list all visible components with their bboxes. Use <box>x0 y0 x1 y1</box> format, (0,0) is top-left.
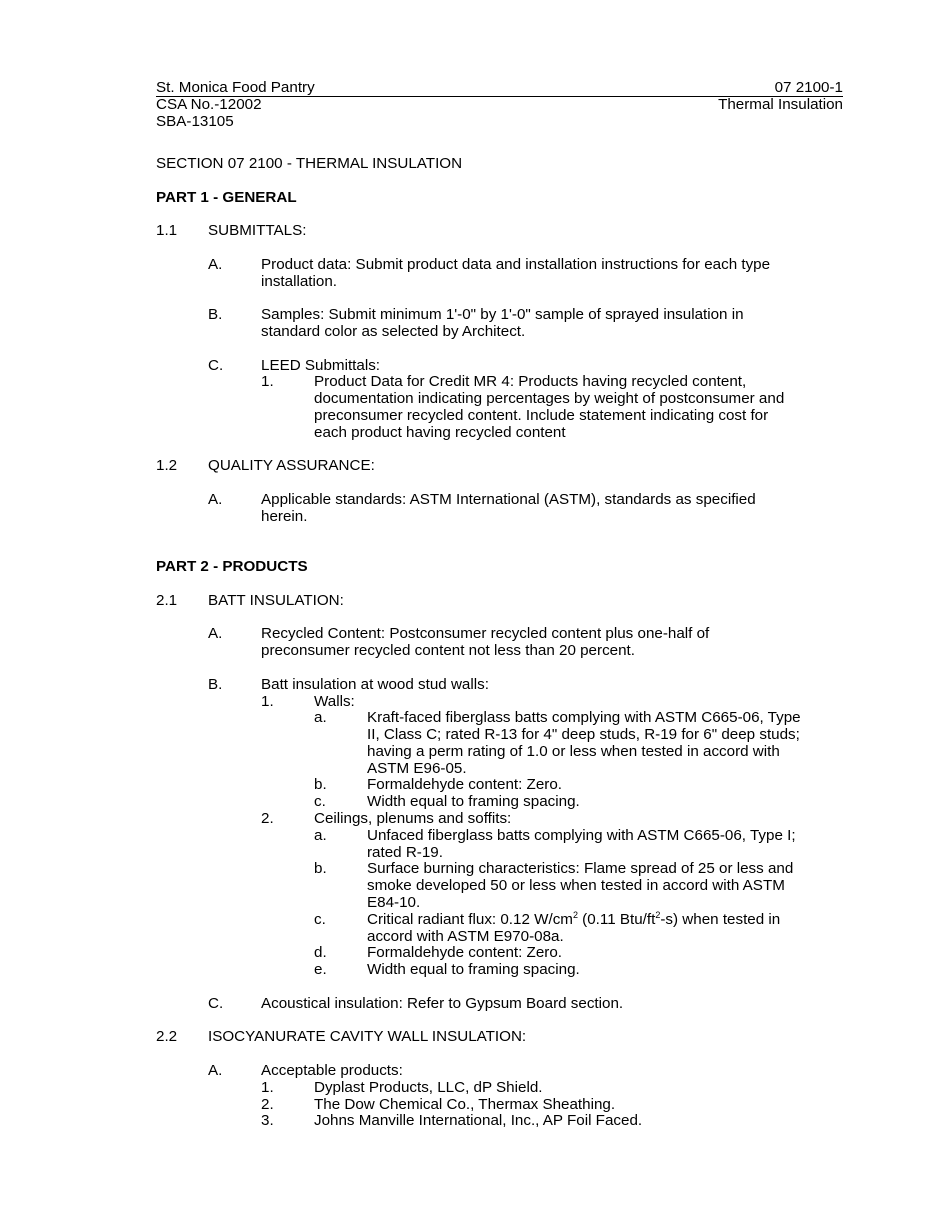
page-header <box>156 80 843 131</box>
item-continuation <box>156 845 846 862</box>
subparagraph-label: 1. <box>261 692 274 710</box>
item-text: ASTM E96-05. <box>367 759 467 777</box>
article-2-1 <box>156 593 846 610</box>
subparagraph-text: The Dow Chemical Co., Thermax Sheathing. <box>314 1095 616 1113</box>
header-row-3 <box>156 114 843 131</box>
paragraph-1-1-b <box>156 307 846 324</box>
item-2-1-b-1-c <box>156 794 846 811</box>
subparagraph-label: 2. <box>261 1095 274 1113</box>
paragraph-1-1-c <box>156 358 846 375</box>
paragraph-text: installation. <box>261 272 337 290</box>
flux-text-3: -s) when tested in <box>660 910 781 928</box>
item-text <box>367 909 781 929</box>
item-2-1-b-2-e <box>156 962 846 979</box>
project-name: St. Monica Food Pantry <box>156 79 315 96</box>
subparagraph-2-2-a-1 <box>156 1080 846 1097</box>
item-text: Kraft-faced fiberglass batts complying with ASTM C665-06, Type <box>367 709 801 727</box>
article-title: BATT INSULATION: <box>208 591 344 609</box>
item-continuation <box>156 761 846 778</box>
item-label: b. <box>314 776 327 794</box>
subparagraph-label: 3. <box>261 1112 274 1130</box>
paragraph-label: A. <box>208 1062 223 1080</box>
paragraph-continuation <box>156 274 846 291</box>
subparagraph-2-2-a-2 <box>156 1097 846 1114</box>
paragraph-continuation <box>156 324 846 341</box>
part-2-title: PART 2 - PRODUCTS <box>156 558 308 576</box>
subparagraph-continuation <box>156 425 846 442</box>
item-label: a. <box>314 709 327 727</box>
item-2-1-b-1-b <box>156 777 846 794</box>
page-number: 07 2100-1 <box>774 79 843 96</box>
item-2-1-b-2-c <box>156 909 846 929</box>
subparagraph-2-1-b-1 <box>156 694 846 711</box>
item-continuation <box>156 744 846 761</box>
item-text: Width equal to framing spacing. <box>367 793 580 811</box>
paragraph-1-2-a <box>156 492 846 509</box>
article-number: 1.1 <box>156 222 178 240</box>
header-row-2 <box>156 97 843 114</box>
article-title: SUBMITTALS: <box>208 222 307 240</box>
item-label: d. <box>314 944 327 962</box>
item-text: having a perm rating of 1.0 or less when tested in accord with <box>367 742 780 760</box>
paragraph-2-1-a <box>156 626 846 643</box>
section-title-text: SECTION 07 2100 - THERMAL INSULATION <box>156 155 463 172</box>
paragraph-label: A. <box>208 625 223 643</box>
item-2-1-b-2-d <box>156 945 846 962</box>
paragraph-text: preconsumer recycled content not less than 20 percent. <box>261 642 635 660</box>
part-2-heading <box>156 559 846 576</box>
paragraph-continuation <box>156 643 846 660</box>
item-label: c. <box>314 910 326 928</box>
subparagraph-label: 1. <box>261 1078 274 1096</box>
article-title: ISOCYANURATE CAVITY WALL INSULATION: <box>208 1028 527 1046</box>
item-label: a. <box>314 826 327 844</box>
paragraph-2-1-c <box>156 996 846 1013</box>
paragraph-text: Samples: Submit minimum 1'-0" by 1'-0" sample of sprayed insulation in <box>261 306 744 324</box>
item-text: rated R-19. <box>367 843 443 861</box>
flux-text-2: (0.11 Btu/ft <box>577 910 656 928</box>
sba-number: SBA-13105 <box>156 113 234 130</box>
subparagraph-label: 1. <box>261 373 274 391</box>
subparagraph-text: each product having recycled content <box>314 423 566 441</box>
subparagraph-text: Product Data for Credit MR 4: Products having recycled content, <box>314 373 747 391</box>
subparagraph-continuation <box>156 391 846 408</box>
article-title: QUALITY ASSURANCE: <box>208 457 375 475</box>
item-continuation <box>156 929 846 946</box>
item-text: Width equal to framing spacing. <box>367 961 580 979</box>
paragraph-text: Applicable standards: ASTM International (ASTM), standards as specified <box>261 490 756 508</box>
section-title <box>156 156 846 173</box>
item-continuation <box>156 727 846 744</box>
csa-number: CSA No.-12002 <box>156 96 262 113</box>
superscript: 2 <box>572 909 578 920</box>
article-1-2 <box>156 458 846 475</box>
paragraph-text: Acceptable products: <box>261 1062 403 1080</box>
paragraph-label: C. <box>208 356 224 374</box>
paragraph-text: herein. <box>261 507 308 525</box>
subparagraph-2-1-b-2 <box>156 811 846 828</box>
paragraph-text: Acoustical insulation: Refer to Gypsum Board section. <box>261 994 624 1012</box>
item-continuation <box>156 895 846 912</box>
subparagraph-text: Ceilings, plenums and soffits: <box>314 810 512 828</box>
article-number: 1.2 <box>156 457 178 475</box>
item-2-1-b-2-b <box>156 861 846 878</box>
item-label: c. <box>314 793 326 811</box>
header-row-1 <box>156 80 843 97</box>
paragraph-text: standard color as selected by Architect. <box>261 322 526 340</box>
subparagraph-text: Dyplast Products, LLC, dP Shield. <box>314 1078 543 1096</box>
paragraph-label: B. <box>208 675 223 693</box>
paragraph-text: Batt insulation at wood stud walls: <box>261 675 489 693</box>
paragraph-label: C. <box>208 994 224 1012</box>
article-number: 2.2 <box>156 1028 178 1046</box>
subparagraph-2-2-a-3 <box>156 1113 846 1130</box>
item-text: E84-10. <box>367 894 421 912</box>
subparagraph-text: preconsumer recycled content. Include statement indicating cost for <box>314 406 769 424</box>
item-2-1-b-1-a <box>156 710 846 727</box>
item-text: II, Class C; rated R-13 for 4" deep studs, R-19 for 6" deep studs; <box>367 726 800 744</box>
item-text: Formaldehyde content: Zero. <box>367 944 563 962</box>
article-number: 2.1 <box>156 591 178 609</box>
item-text: Unfaced fiberglass batts complying with ASTM C665-06, Type I; <box>367 826 796 844</box>
subparagraph-text: Johns Manville International, Inc., AP Foil Faced. <box>314 1112 643 1130</box>
paragraph-text: Product data: Submit product data and installation instructions for each type <box>261 255 771 273</box>
article-1-1 <box>156 223 846 240</box>
subparagraph-1-1-c-1 <box>156 374 846 391</box>
item-continuation <box>156 878 846 895</box>
subparagraph-text: Walls: <box>314 692 355 710</box>
paragraph-continuation <box>156 509 846 526</box>
flux-text-1: Critical radiant flux: 0.12 W/cm <box>367 910 573 928</box>
part-1-title: PART 1 - GENERAL <box>156 188 297 206</box>
subparagraph-continuation <box>156 408 846 425</box>
item-text: smoke developed 50 or less when tested in accord with ASTM <box>367 877 785 895</box>
item-text: accord with ASTM E970-08a. <box>367 927 564 945</box>
item-text: Formaldehyde content: Zero. <box>367 776 563 794</box>
section-name: Thermal Insulation <box>718 96 843 113</box>
item-2-1-b-2-a <box>156 828 846 845</box>
paragraph-2-2-a <box>156 1063 846 1080</box>
subparagraph-label: 2. <box>261 810 274 828</box>
paragraph-label: B. <box>208 306 223 324</box>
paragraph-label: A. <box>208 490 223 508</box>
item-text: Surface burning characteristics: Flame spread of 25 or less and <box>367 860 794 878</box>
paragraph-2-1-b <box>156 677 846 694</box>
subparagraph-text: documentation indicating percentages by weight of postconsumer and <box>314 390 785 408</box>
paragraph-text: LEED Submittals: <box>261 356 381 374</box>
article-2-2 <box>156 1029 846 1046</box>
document-body <box>156 156 846 1130</box>
item-label: b. <box>314 860 327 878</box>
item-label: e. <box>314 961 327 979</box>
superscript: 2 <box>655 909 661 920</box>
paragraph-1-1-a <box>156 257 846 274</box>
paragraph-label: A. <box>208 255 223 273</box>
paragraph-text: Recycled Content: Postconsumer recycled content plus one-half of <box>261 625 710 643</box>
part-1-heading <box>156 190 846 207</box>
